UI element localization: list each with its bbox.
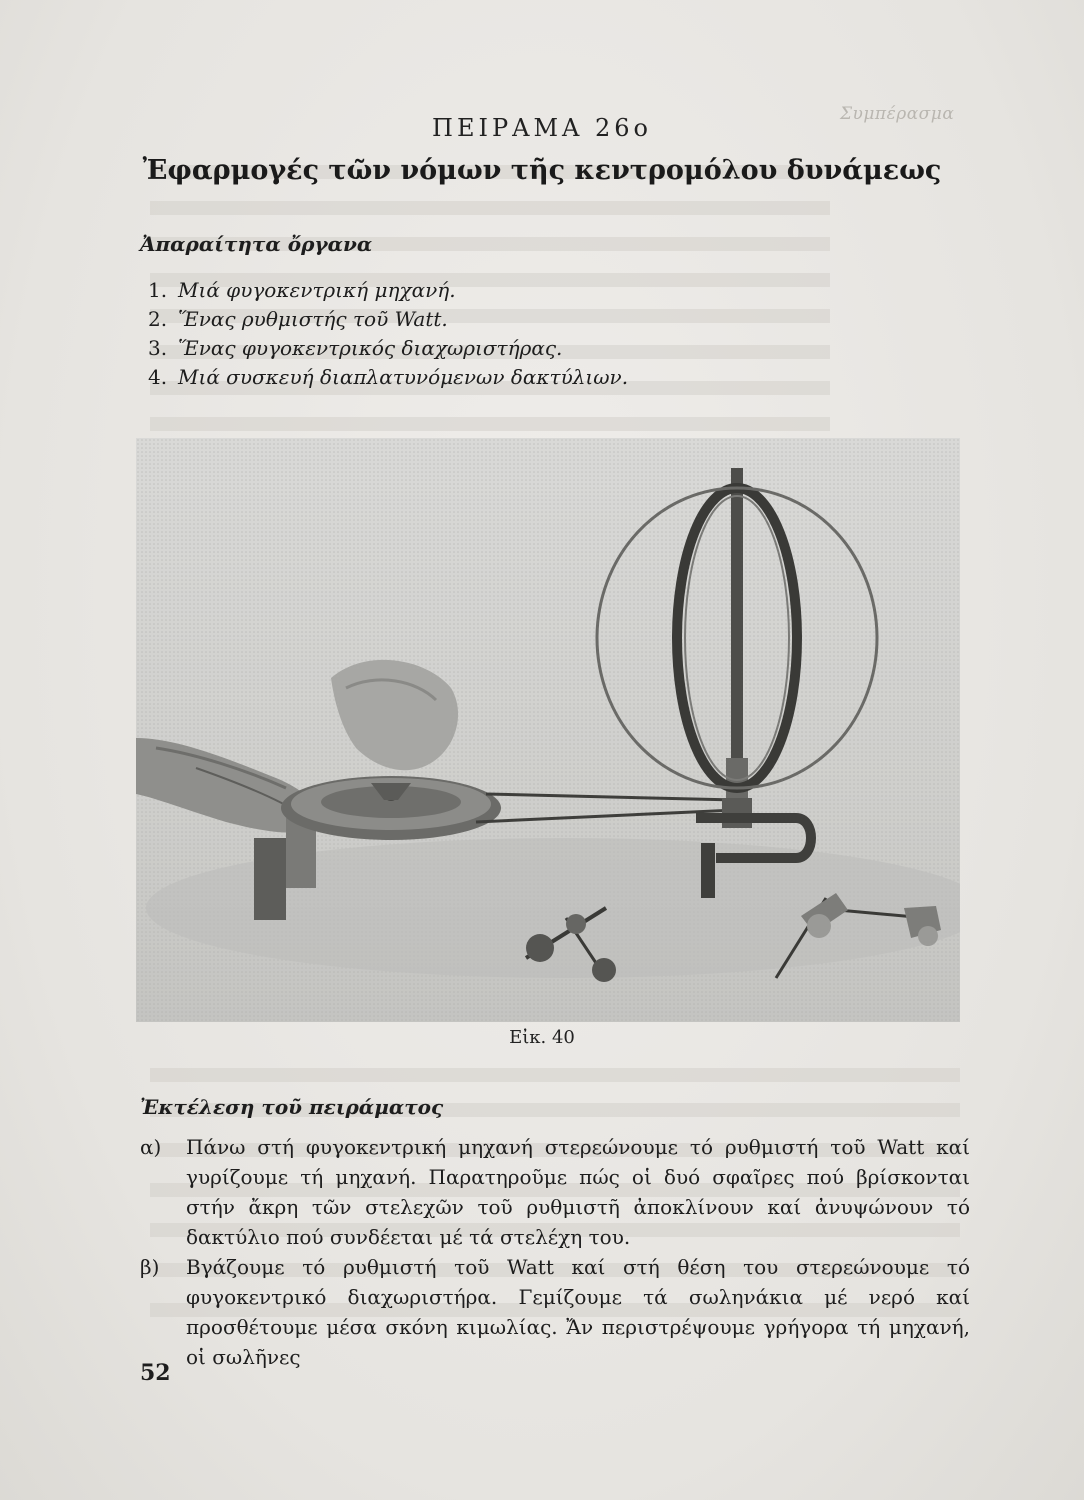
step-label: α) (140, 1135, 162, 1159)
step-text: Βγάζουμε τό ρυθμιστή τοῦ Watt καί στή θέση του στερεώνουμε τό φυγοκεντρικό διαχωριστήρα. Γεμίζουμε τά σωληνάκια μέ νερό καί προσθέτουμε μέσα σκόνη κιμωλίας. Ἄν περιστρέψουμε γρήγορα τή μηχανή, οἱ σωλῆνες (186, 1255, 970, 1369)
step-text: Πάνω στή φυγοκεντρική μηχανή στερεώνουμε τό ρυθμιστή τοῦ Watt καί γυρίζουμε τή μηχανή. Παρατηροῦμε πώς οἱ δυό σφαῖρες πού βρίσκονται στήν ἄκρη τῶν στελεχῶν τοῦ ρυθμιστῆ ἀποκλίνουν καί ἀνυψώνουν τό δακτύλιο πού συνδέεται μέ τά στελέχη του. (186, 1135, 970, 1249)
show-through-running-head: Συμπέρασμα (840, 104, 955, 124)
equipment-item: 1. Μιά φυγοκεντρική μηχανή. (148, 278, 456, 302)
equipment-item: 2. Ἕνας ρυθμιστής τοῦ Watt. (148, 307, 448, 331)
experiment-heading: ΠΕΙΡΑΜΑ 26ο (432, 114, 652, 142)
equipment-item: 4. Μιά συσκευή διαπλατυνόμενων δακτύλιων. (148, 365, 629, 389)
procedure-step-b (140, 1252, 970, 1372)
procedure-title: Ἐκτέλεση τοῦ πειράματος (140, 1095, 444, 1119)
equipment-title: Ἀπαραίτητα ὄργανα (140, 232, 373, 256)
page-number: 52 (140, 1360, 171, 1386)
equipment-item: 3. Ἕνας φυγοκεντρικός διαχωριστήρας. (148, 336, 563, 360)
experiment-title: Ἐφαρμογές τῶν νόμων τῆς κεντρομόλου δυνάμεως (142, 155, 942, 186)
figure-photo (136, 438, 960, 1022)
step-label: β) (140, 1255, 160, 1279)
procedure-step-a (140, 1132, 970, 1252)
equipment-list (148, 277, 628, 393)
centrifugal-machine-illustration (136, 438, 960, 1022)
figure-caption: Εἰκ. 40 (509, 1027, 575, 1048)
